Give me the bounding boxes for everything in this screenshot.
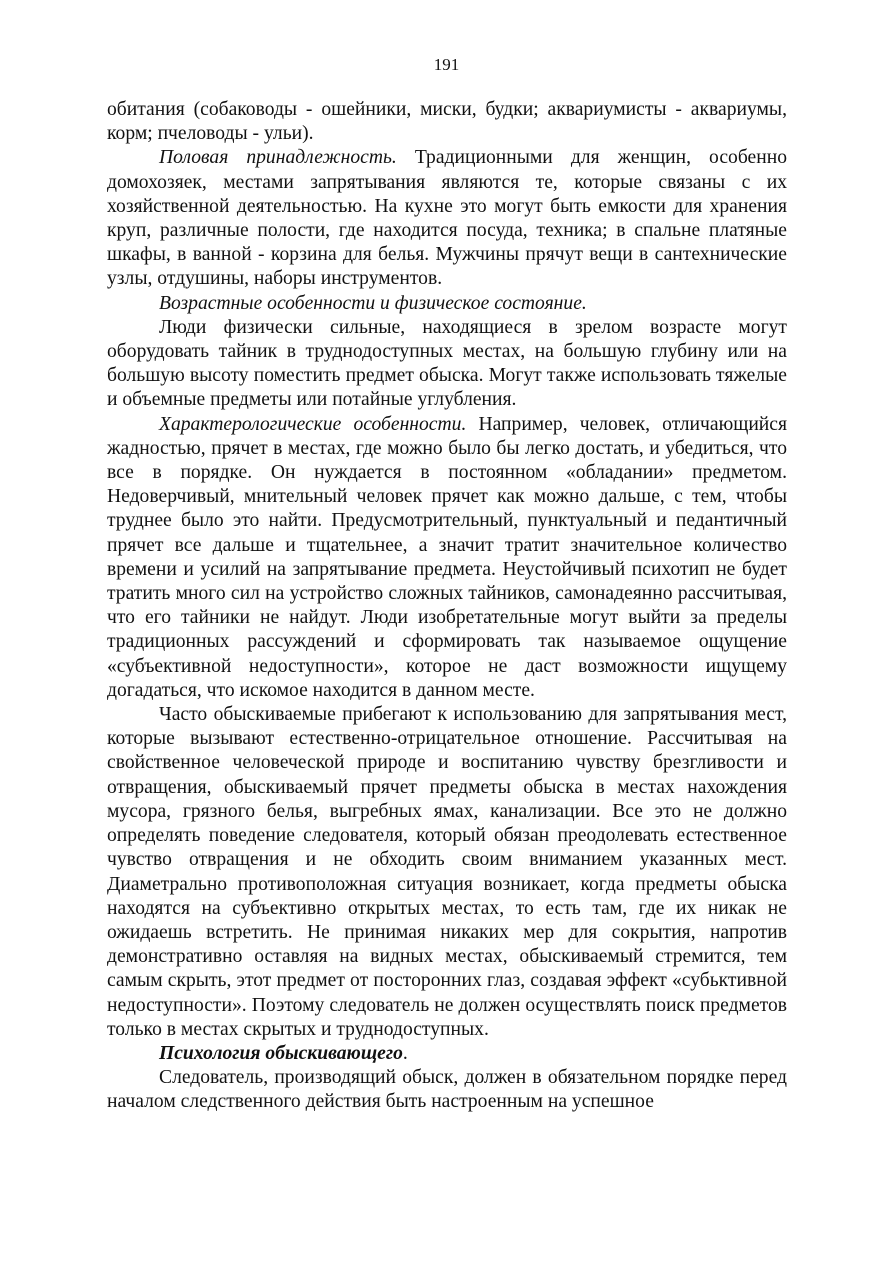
section-heading-period: . [402,1042,408,1064]
paragraph-text: Традиционными для женщин, особенно домохозяек, местами запрятывания являются те, которые связаны с их хозяйственной деятельностью. На кухне это могут быть емкости для хранения круп, различные полости, где находится посуда, техника; в спальне платяные шкафы, в ванной - корзина для белья. Мужчины прячут вещи в сантехнические узлы, отдушины, наборы инструментов. [107,147,787,290]
paragraph-disgust-places: Часто обыскиваемые прибегают к использованию для запрятывания мест, которые вызывают естественно-отрицательное отношение. Рассчитывая на свойственное человеческой природе и воспитанию чувству брезгливости и отвращения, обыскиваемый прячет предметы обыска в местах нахождения мусора, грязного белья, выгребных ямах, канализации. Все это не должно определять поведение следователя, который обязан преодолевать естественное чувство отвращения и не обходить своим вниманием указанных мест. Диаметрально противоположная ситуация возникает, когда предметы обыска находятся на субъективно открытых местах, то есть там, где их никак не ожидаешь встретить. Не принимая никаких мер для сокрытия, напротив демонстративно оставляя на видных местах, обыскиваемый стремится, тем самым скрыть, этот предмет от посторонних глаз, создавая эффект «субьктивной недоступности». Поэтому следователь не должен осуществлять поиск предметов только в местах скрытых и труднодоступных. [107,704,787,1040]
paragraph-lead-italic: Возрастные особенности и физическое состояние. [159,292,587,314]
paragraph-investigator: Следователь, производящий обыск, должен в обязательном порядке перед началом следственного действия быть настроенным на успешное [107,1067,787,1113]
paragraph-gender [107,146,787,291]
page-body [107,98,787,1115]
section-heading [107,1042,787,1066]
section-heading-bold-italic: Психология обыскивающего [159,1042,403,1064]
paragraph-physical: Люди физически сильные, находящиеся в зрелом возрасте могут оборудовать тайник в труднодоступных местах, на большую глубину или на большую высоту поместить предмет обыска. Могут также использовать тяжелые и объемные предметы или потайные углубления. [107,316,787,411]
paragraph-continuation: обитания (собаководы - ошейники, миски, будки; аквариумисты - аквариумы, корм; пчеловоды - ульи). [107,99,787,145]
paragraph-character [107,413,787,703]
paragraph-age-heading [107,292,787,316]
paragraph-lead-italic: Характерологические особенности. [159,413,467,435]
paragraph-text: Например, человек, отличающийся жадностью, прячет в местах, где можно было бы легко достать, и убедиться, что все в порядке. Он нуждается в постоянном «обладании» предметом. Недоверчивый, мнительный человек прячет как можно дальше, с тем, чтобы труднее было это найти. Предусмотрительный, пунктуальный и педантичный прячет все дальше и тщательнее, а значит тратит значительное количество времени и усилий на запрятывание предмета. Неустойчивый психотип не будет тратить много сил на устройство сложных тайников, самонадеянно рассчитывая, что его тайники не найдут. Люди изобретательные могут выйти за пределы традиционных рассуждений и сформировать так называемое ощущение «субъективной недоступности», которое не даст возможности ищущему догадаться, что искомое находится в данном месте. [107,413,787,701]
paragraph-lead-italic: Половая принадлежность. [159,147,397,169]
page-number: 191 [433,55,460,74]
